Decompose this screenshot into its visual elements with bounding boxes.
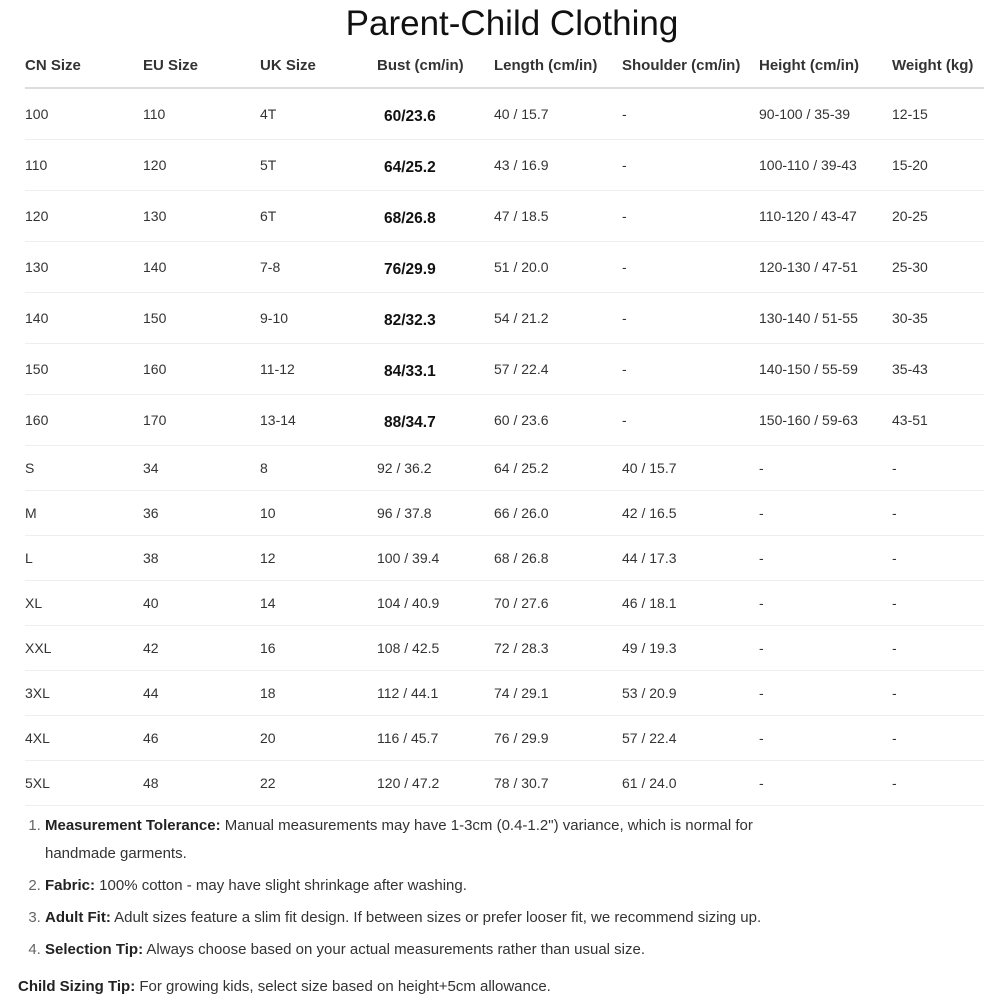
table-row bbox=[25, 536, 984, 581]
table-cell: - bbox=[622, 88, 759, 140]
note-text: Manual measurements may have 1-3cm (0.4-1.2") variance, which is normal for handmade garments. bbox=[45, 817, 753, 862]
table-cell: 16 bbox=[260, 626, 377, 671]
table-row bbox=[25, 716, 984, 761]
table-cell: - bbox=[892, 761, 984, 806]
table-cell: 160 bbox=[143, 344, 260, 395]
table-cell: - bbox=[892, 716, 984, 761]
column-header: Height (cm/in) bbox=[759, 44, 892, 88]
note-text: Adult sizes feature a slim fit design. If between sizes or prefer looser fit, we recommend sizing up. bbox=[110, 909, 762, 926]
table-cell: - bbox=[622, 395, 759, 446]
table-cell: 40 bbox=[143, 581, 260, 626]
table-cell: 150-160 / 59-63 bbox=[759, 395, 892, 446]
table-cell: 68 / 26.8 bbox=[494, 536, 622, 581]
table-cell: 170 bbox=[143, 395, 260, 446]
table-cell: 42 / 16.5 bbox=[622, 491, 759, 536]
table-cell: 72 / 28.3 bbox=[494, 626, 622, 671]
table-cell: 96 / 37.8 bbox=[377, 491, 494, 536]
table-cell: 40 / 15.7 bbox=[494, 88, 622, 140]
table-cell: 44 bbox=[143, 671, 260, 716]
table-cell: 12 bbox=[260, 536, 377, 581]
note-item bbox=[45, 936, 805, 964]
table-cell: 4T bbox=[260, 88, 377, 140]
table-cell: 57 / 22.4 bbox=[494, 344, 622, 395]
table-row bbox=[25, 140, 984, 191]
table-cell: 120 bbox=[25, 191, 143, 242]
table-cell: 68/26.8 bbox=[377, 191, 494, 242]
column-header: UK Size bbox=[260, 44, 377, 88]
table-row bbox=[25, 671, 984, 716]
table-cell: 47 / 18.5 bbox=[494, 191, 622, 242]
table-cell: 48 bbox=[143, 761, 260, 806]
table-cell: 43-51 bbox=[892, 395, 984, 446]
table-row bbox=[25, 395, 984, 446]
table-header-row bbox=[25, 44, 984, 88]
table-cell: 120 / 47.2 bbox=[377, 761, 494, 806]
table-cell: - bbox=[759, 761, 892, 806]
table-cell: 60 / 23.6 bbox=[494, 395, 622, 446]
column-header: Shoulder (cm/in) bbox=[622, 44, 759, 88]
note-text: 100% cotton - may have slight shrinkage after washing. bbox=[95, 877, 467, 894]
table-cell: 11-12 bbox=[260, 344, 377, 395]
table-cell: 92 / 36.2 bbox=[377, 446, 494, 491]
table-cell: 116 / 45.7 bbox=[377, 716, 494, 761]
table-cell: 46 bbox=[143, 716, 260, 761]
table-cell: 20 bbox=[260, 716, 377, 761]
tip-label: Child Sizing Tip: bbox=[18, 978, 136, 995]
table-row bbox=[25, 293, 984, 344]
table-cell: - bbox=[622, 344, 759, 395]
note-label: Adult Fit: bbox=[45, 909, 111, 926]
column-header: EU Size bbox=[143, 44, 260, 88]
table-cell: 78 / 30.7 bbox=[494, 761, 622, 806]
table-cell: 110 bbox=[25, 140, 143, 191]
table-cell: 40 / 15.7 bbox=[622, 446, 759, 491]
table-cell: 140 bbox=[143, 242, 260, 293]
table-cell: - bbox=[622, 140, 759, 191]
table-cell: 120-130 / 47-51 bbox=[759, 242, 892, 293]
table-cell: 110-120 / 43-47 bbox=[759, 191, 892, 242]
column-header: CN Size bbox=[25, 44, 143, 88]
table-row bbox=[25, 626, 984, 671]
table-cell: 30-35 bbox=[892, 293, 984, 344]
note-item bbox=[45, 904, 805, 932]
table-cell: 74 / 29.1 bbox=[494, 671, 622, 716]
table-cell: 57 / 22.4 bbox=[622, 716, 759, 761]
table-cell: 112 / 44.1 bbox=[377, 671, 494, 716]
note-item bbox=[45, 812, 805, 868]
table-cell: XXL bbox=[25, 626, 143, 671]
table-cell: 64 / 25.2 bbox=[494, 446, 622, 491]
page-title: Parent-Child Clothing bbox=[345, 4, 679, 43]
table-cell: 82/32.3 bbox=[377, 293, 494, 344]
table-cell: 34 bbox=[143, 446, 260, 491]
table-cell: - bbox=[622, 293, 759, 344]
table-cell: 49 / 19.3 bbox=[622, 626, 759, 671]
table-row bbox=[25, 191, 984, 242]
table-cell: 60/23.6 bbox=[377, 88, 494, 140]
table-cell: - bbox=[892, 671, 984, 716]
table-cell: - bbox=[759, 716, 892, 761]
table-cell: 61 / 24.0 bbox=[622, 761, 759, 806]
size-chart-table bbox=[25, 44, 984, 806]
table-cell: 100-110 / 39-43 bbox=[759, 140, 892, 191]
table-cell: 15-20 bbox=[892, 140, 984, 191]
table-cell: 5T bbox=[260, 140, 377, 191]
table-cell: 43 / 16.9 bbox=[494, 140, 622, 191]
table-cell: 44 / 17.3 bbox=[622, 536, 759, 581]
table-cell: 90-100 / 35-39 bbox=[759, 88, 892, 140]
table-cell: 35-43 bbox=[892, 344, 984, 395]
table-cell: 140-150 / 55-59 bbox=[759, 344, 892, 395]
table-cell: 5XL bbox=[25, 761, 143, 806]
tip-text: For growing kids, select size based on height+5cm allowance. bbox=[135, 978, 551, 995]
table-cell: 46 / 18.1 bbox=[622, 581, 759, 626]
table-cell: M bbox=[25, 491, 143, 536]
table-cell: 10 bbox=[260, 491, 377, 536]
table-row bbox=[25, 581, 984, 626]
note-item bbox=[45, 872, 805, 900]
table-cell: 150 bbox=[25, 344, 143, 395]
table-cell: - bbox=[622, 242, 759, 293]
table-row bbox=[25, 491, 984, 536]
table-cell: - bbox=[759, 581, 892, 626]
note-label: Fabric: bbox=[45, 877, 96, 894]
table-cell: 130-140 / 51-55 bbox=[759, 293, 892, 344]
column-header: Weight (kg) bbox=[892, 44, 984, 88]
table-cell: 88/34.7 bbox=[377, 395, 494, 446]
table-cell: - bbox=[759, 626, 892, 671]
table-cell: 51 / 20.0 bbox=[494, 242, 622, 293]
note-text: Always choose based on your actual measurements rather than usual size. bbox=[143, 941, 646, 958]
table-cell: 150 bbox=[143, 293, 260, 344]
table-cell: 108 / 42.5 bbox=[377, 626, 494, 671]
table-cell: - bbox=[892, 491, 984, 536]
table-cell: 140 bbox=[25, 293, 143, 344]
table-cell: 64/25.2 bbox=[377, 140, 494, 191]
table-cell: - bbox=[892, 536, 984, 581]
table-cell: 25-30 bbox=[892, 242, 984, 293]
child-sizing-tip bbox=[18, 976, 1000, 998]
table-cell: 4XL bbox=[25, 716, 143, 761]
table-cell: 8 bbox=[260, 446, 377, 491]
table-cell: 130 bbox=[25, 242, 143, 293]
table-cell: 110 bbox=[143, 88, 260, 140]
table-row bbox=[25, 242, 984, 293]
table-cell: 7-8 bbox=[260, 242, 377, 293]
table-row bbox=[25, 446, 984, 491]
table-row bbox=[25, 344, 984, 395]
table-cell: 70 / 27.6 bbox=[494, 581, 622, 626]
table-cell: 66 / 26.0 bbox=[494, 491, 622, 536]
table-cell: - bbox=[892, 626, 984, 671]
table-cell: 84/33.1 bbox=[377, 344, 494, 395]
table-cell: - bbox=[892, 581, 984, 626]
table-cell: - bbox=[759, 671, 892, 716]
table-cell: 18 bbox=[260, 671, 377, 716]
note-label: Measurement Tolerance: bbox=[45, 817, 221, 834]
table-cell: 104 / 40.9 bbox=[377, 581, 494, 626]
table-cell: 12-15 bbox=[892, 88, 984, 140]
table-cell: 6T bbox=[260, 191, 377, 242]
table-cell: 14 bbox=[260, 581, 377, 626]
column-header: Bust (cm/in) bbox=[377, 44, 494, 88]
note-label: Selection Tip: bbox=[45, 941, 144, 958]
table-cell: XL bbox=[25, 581, 143, 626]
table-cell: 13-14 bbox=[260, 395, 377, 446]
table-cell: L bbox=[25, 536, 143, 581]
table-cell: 53 / 20.9 bbox=[622, 671, 759, 716]
notes-list bbox=[26, 812, 805, 964]
table-cell: S bbox=[25, 446, 143, 491]
table-cell: 160 bbox=[25, 395, 143, 446]
table-cell: - bbox=[759, 491, 892, 536]
table-row bbox=[25, 88, 984, 140]
table-cell: - bbox=[759, 446, 892, 491]
column-header: Length (cm/in) bbox=[494, 44, 622, 88]
table-row bbox=[25, 761, 984, 806]
table-cell: 22 bbox=[260, 761, 377, 806]
table-cell: 100 bbox=[25, 88, 143, 140]
table-cell: 130 bbox=[143, 191, 260, 242]
table-cell: 54 / 21.2 bbox=[494, 293, 622, 344]
table-cell: 36 bbox=[143, 491, 260, 536]
table-cell: - bbox=[892, 446, 984, 491]
table-cell: - bbox=[622, 191, 759, 242]
table-cell: 38 bbox=[143, 536, 260, 581]
table-cell: 100 / 39.4 bbox=[377, 536, 494, 581]
table-cell: 76/29.9 bbox=[377, 242, 494, 293]
table-cell: 9-10 bbox=[260, 293, 377, 344]
table-cell: 20-25 bbox=[892, 191, 984, 242]
table-cell: 76 / 29.9 bbox=[494, 716, 622, 761]
table-cell: 120 bbox=[143, 140, 260, 191]
table-cell: 42 bbox=[143, 626, 260, 671]
table-cell: 3XL bbox=[25, 671, 143, 716]
table-cell: - bbox=[759, 536, 892, 581]
